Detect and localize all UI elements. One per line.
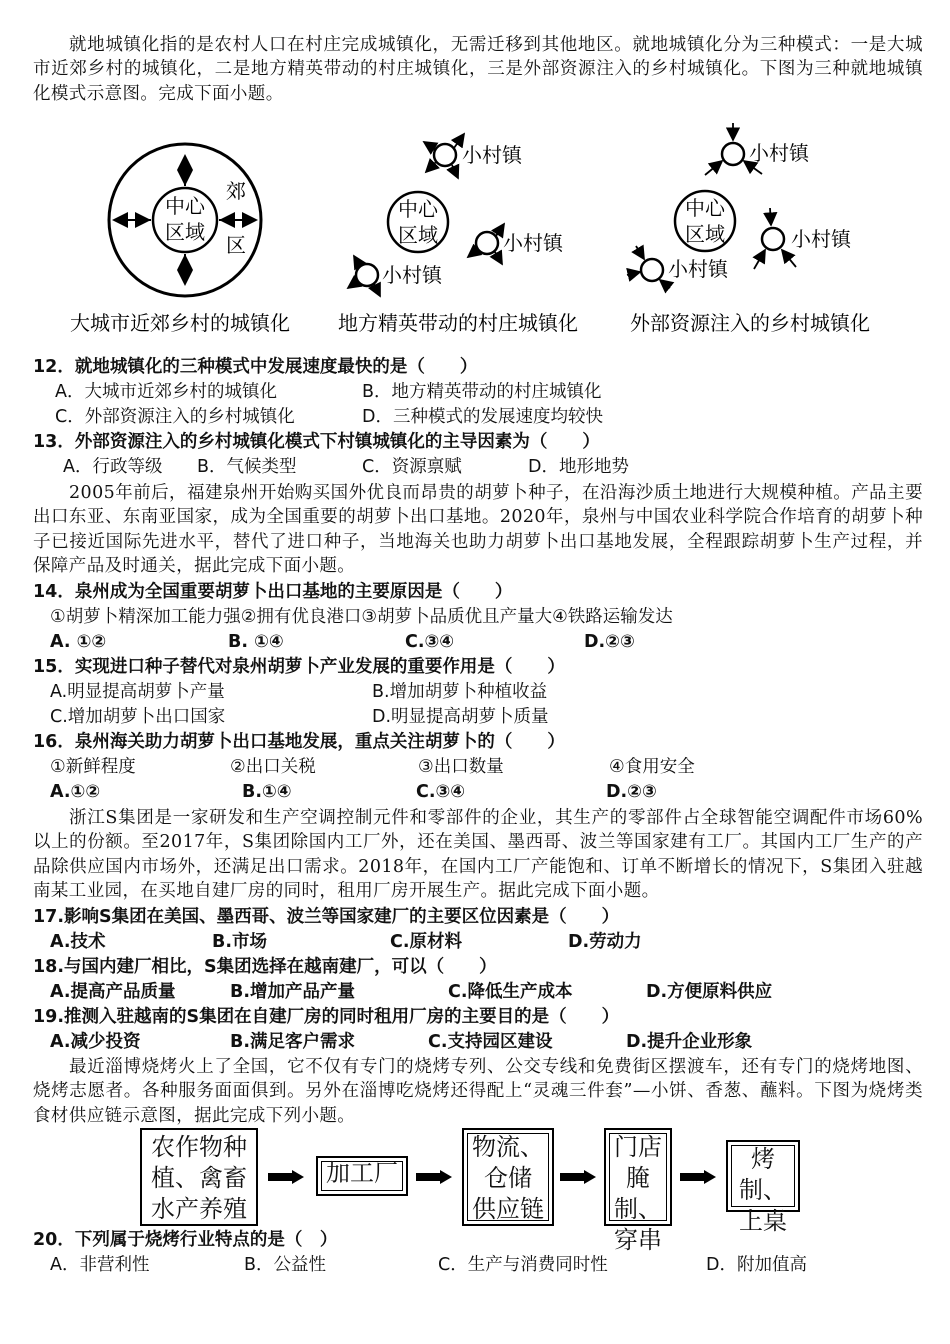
town-label-c2: 小村镇 [791, 227, 851, 251]
passage-carrot: 2005年前后，福建泉州开始购买国外优良而昂贵的胡萝卜种子，在沿海沙质土地进行大规模种植。产品主要出口东亚、东南亚国家，成为全国重要的胡萝卜出口基地。2020年，泉州与中国农业科学院合作培育的胡萝卜种子已接近国际先进水平，替代了进口种子，当地海关也助力胡萝卜出口基地发展，全程跟踪胡萝卜生产过程，并保障产品及时通关，据此完成下面小题。 [33, 483, 923, 576]
flow-box-grill: 烤制、 上桌 [726, 1140, 800, 1212]
q12-option-c[interactable]: C．外部资源注入的乡村城镇化 [55, 407, 295, 427]
flow-arrow-3 [560, 1170, 596, 1184]
q17-option-c[interactable]: C.原材料 [390, 932, 462, 952]
q15-option-b[interactable]: B.增加胡萝卜种植收益 [372, 682, 548, 702]
q16-stem: 16．泉州海关助力胡萝卜出口基地发展，重点关注胡萝卜的（ ） [33, 732, 565, 752]
q20-option-d[interactable]: D．附加值高 [706, 1255, 807, 1275]
flow-arrow-1 [268, 1170, 304, 1184]
flow-arrow-2 [416, 1170, 452, 1184]
q12-option-b[interactable]: B．地方精英带动的村庄城镇化 [362, 382, 602, 402]
q14-option-c[interactable]: C.③④ [405, 632, 455, 652]
town-label-b2: 小村镇 [503, 231, 563, 255]
urbanization-modes-figure [40, 118, 920, 343]
q16-item-3: ③出口数量 [418, 757, 504, 777]
q13-stem: 13．外部资源注入的乡村城镇化模式下村镇城镇化的主导因素为（ ） [33, 432, 600, 452]
caption-suburban: 大城市近郊乡村的城镇化 [70, 311, 290, 335]
town-label-c3: 小村镇 [668, 257, 728, 281]
q15-option-c[interactable]: C.增加胡萝卜出口国家 [50, 707, 226, 727]
q19-option-b[interactable]: B.满足客户需求 [230, 1032, 355, 1052]
town-label-b3: 小村镇 [382, 263, 442, 287]
q13-option-d[interactable]: D．地形地势 [528, 457, 629, 477]
q19-stem: 19.推测入驻越南的S集团在自建厂房的同时租用厂房的主要目的是（ ） [33, 1007, 620, 1027]
town-label-b1: 小村镇 [462, 143, 522, 167]
q17-option-b[interactable]: B.市场 [212, 932, 267, 952]
q16-option-a[interactable]: A.①② [50, 782, 101, 802]
q20-option-a[interactable]: A．非营利性 [50, 1255, 150, 1275]
q14-option-a[interactable]: A. ①② [50, 632, 107, 652]
q19-option-a[interactable]: A.减少投资 [50, 1032, 141, 1052]
q19-option-c[interactable]: C.支持园区建设 [428, 1032, 553, 1052]
q17-option-a[interactable]: A.技术 [50, 932, 106, 952]
q14-option-b[interactable]: B. ①④ [228, 632, 284, 652]
q12-option-d[interactable]: D．三种模式的发展速度均较快 [362, 407, 603, 427]
passage-urbanization: 就地城镇化指的是农村人口在村庄完成城镇化，无需迁移到其他地区。就地城镇化分为三种模式：一是大城市近郊乡村的城镇化，二是地方精英带动的村庄城镇化，三是外部资源注入的乡村城镇化。下图为三种就地城镇化模式示意图。完成下面小题。 [33, 35, 923, 104]
q16-item-2: ②出口关税 [230, 757, 316, 777]
center-label-b2: 区域 [398, 223, 438, 247]
q16-option-d[interactable]: D.②③ [606, 782, 657, 802]
q17-option-d[interactable]: D.劳动力 [568, 932, 642, 952]
flow-box-logistics: 物流、 仓储 供应链 [462, 1128, 554, 1226]
center-label-a1: 中心 [165, 194, 205, 218]
q18-option-a[interactable]: A.提高产品质量 [50, 982, 176, 1002]
diagram-elite [338, 134, 578, 335]
q18-option-b[interactable]: B.增加产品产量 [230, 982, 355, 1002]
q13-option-b[interactable]: B．气候类型 [197, 457, 297, 477]
center-label-b1: 中心 [398, 197, 438, 221]
caption-elite: 地方精英带动的村庄城镇化 [338, 311, 578, 335]
q15-option-a[interactable]: A.明显提高胡萝卜产量 [50, 682, 225, 702]
flow-box-farming: 农作物种 植、禽畜 水产养殖 [140, 1128, 258, 1226]
suburb-label-2: 区 [226, 233, 246, 257]
caption-external: 外部资源注入的乡村城镇化 [630, 311, 870, 335]
q20-stem: 20．下列属于烧烤行业特点的是（ ） [33, 1230, 338, 1250]
q14-option-d[interactable]: D.②③ [584, 632, 635, 652]
q18-option-d[interactable]: D.方便原料供应 [646, 982, 773, 1002]
q16-option-c[interactable]: C.③④ [416, 782, 466, 802]
q14-stem: 14．泉州成为全国重要胡萝卜出口基地的主要原因是（ ） [33, 582, 513, 602]
q13-option-a[interactable]: A．行政等级 [63, 457, 163, 477]
town-label-c1: 小村镇 [749, 141, 809, 165]
q15-stem: 15．实现进口种子替代对泉州胡萝卜产业发展的重要作用是（ ） [33, 657, 565, 677]
flow-box-store: 门店 腌制、 穿串 [604, 1128, 672, 1226]
q20-option-b[interactable]: B．公益性 [244, 1255, 327, 1275]
center-label-c2: 区域 [685, 222, 725, 246]
center-label-a2: 区域 [165, 220, 205, 244]
q18-option-c[interactable]: C.降低生产成本 [448, 982, 573, 1002]
diagram-external [627, 123, 870, 335]
q16-item-4: ④食用安全 [609, 757, 695, 777]
suburb-label-1: 郊 [226, 179, 246, 203]
q13-option-c[interactable]: C．资源禀赋 [362, 457, 462, 477]
q20-option-c[interactable]: C．生产与消费同时性 [438, 1255, 608, 1275]
passage-bbq: 最近淄博烧烤火上了全国，它不仅有专门的烧烤专列、公交专线和免费街区摆渡车，还有专门的烧烤地图、烧烤志愿者。各种服务面面俱到。另外在淄博吃烧烤还得配上“灵魂三件套”—小饼、香葱、蘸料。下图为烧烤类食材供应链示意图，据此完成下列小题。 [33, 1057, 923, 1126]
q14-items: ①胡萝卜精深加工能力强②拥有优良港口③胡萝卜品质优且产量大④铁路运输发达 [50, 607, 673, 627]
q16-option-b[interactable]: B.①④ [242, 782, 292, 802]
q16-item-1: ①新鲜程度 [50, 757, 136, 777]
q12-option-a[interactable]: A．大城市近郊乡村的城镇化 [55, 382, 277, 402]
diagram-suburban [70, 144, 290, 335]
passage-s-group: 浙江S集团是一家研发和生产空调控制元件和零部件的企业，其生产的零部件占全球智能空调配件市场60%以上的份额。至2017年，S集团除国内工厂外，还在美国、墨西哥、波兰等国家建有工厂。其国内工厂生产的产品除供应国内市场外，还满足出口需求。2018年，在国内工厂产能饱和、订单不断增长的情况下，S集团入驻越南某工业园，在买地自建厂房的同时，租用厂房开展生产。据此完成下面小题。 [33, 808, 923, 901]
q17-stem: 17.影响S集团在美国、墨西哥、波兰等国家建厂的主要区位因素是（ ） [33, 907, 620, 927]
flow-box-factory: 加工厂 [316, 1156, 408, 1196]
q19-option-d[interactable]: D.提升企业形象 [626, 1032, 753, 1052]
center-label-c1: 中心 [685, 196, 725, 220]
q15-option-d[interactable]: D.明显提高胡萝卜质量 [372, 707, 549, 727]
flow-arrow-4 [680, 1170, 716, 1184]
q18-stem: 18.与国内建厂相比，S集团选择在越南建厂，可以（ ） [33, 957, 497, 977]
q12-stem: 12．就地城镇化的三种模式中发展速度最快的是（ ） [33, 357, 478, 377]
